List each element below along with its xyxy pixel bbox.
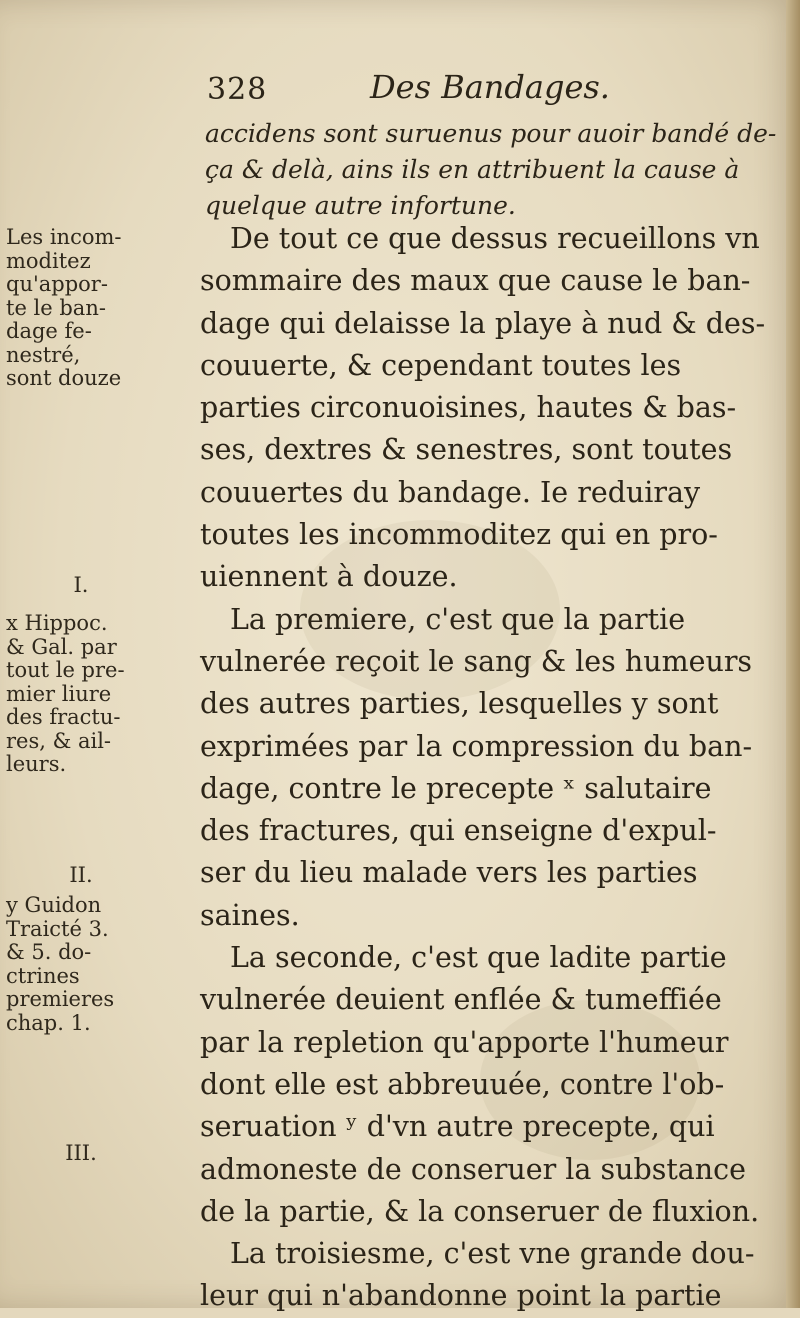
text-line: leur qui n'abandonne point la partie xyxy=(200,1279,722,1313)
text-line: De tout ce que dessus recueillons vn xyxy=(230,222,760,255)
text-line: dage, contre le precepte ˣ salutaire xyxy=(200,771,712,805)
margin-line: leurs. xyxy=(6,752,67,776)
page-number: 328 xyxy=(207,72,268,107)
page-edge xyxy=(786,0,800,1308)
text-line: La premiere, c'est que la partie xyxy=(230,602,686,636)
page-header xyxy=(195,68,755,118)
text-line: La seconde, c'est que ladite partie xyxy=(230,941,727,975)
margin-line: des fractu- xyxy=(6,705,121,729)
text-line: dont elle est abbreuuée, contre l'ob- xyxy=(200,1067,725,1101)
margin-note xyxy=(6,226,201,391)
margin-line: nestré, xyxy=(6,342,81,367)
margin-line: Les incom- xyxy=(6,225,122,249)
italic-passage xyxy=(205,116,777,224)
margin-line: premieres xyxy=(6,987,115,1011)
text-line: exprimées par la compression du ban- xyxy=(200,729,753,763)
margin-line: dage fe- xyxy=(6,319,92,343)
margin-numeral: II. xyxy=(69,863,93,887)
margin-line: mier liure xyxy=(6,681,112,706)
text-line: seruation ʸ d'vn autre precepte, qui xyxy=(200,1110,715,1144)
running-title: Des Bandages. xyxy=(370,68,610,106)
margin-note xyxy=(6,612,201,777)
text-line: des autres parties, lesquelles y sont xyxy=(200,687,719,721)
margin-line: x Hippoc. xyxy=(6,611,108,635)
italic-line: ça & delà, ains ils en attribuent la cause à xyxy=(205,155,740,184)
text-line: ses, dextres & senestres, sont toutes xyxy=(200,433,733,467)
margin-line: y Guidon xyxy=(6,893,102,917)
margin-line: & 5. do- xyxy=(6,940,92,964)
margin-numeral: III. xyxy=(65,1141,97,1165)
text-line: La troisiesme, c'est vne grande dou- xyxy=(230,1237,755,1271)
margin-line: Traicté 3. xyxy=(6,916,109,941)
text-line: toutes les incommoditez qui en pro- xyxy=(200,518,718,552)
margin-line: te le ban- xyxy=(6,295,106,320)
main-text xyxy=(200,218,780,1318)
text-line: saines. xyxy=(200,898,300,932)
margin-numeral: I. xyxy=(73,573,89,597)
margin-line: sont douze xyxy=(6,366,122,390)
text-line: de la partie, & la conseruer de fluxion. xyxy=(200,1194,760,1228)
text-line: vulnerée deuient enflée & tumeffiée xyxy=(200,983,722,1017)
text-line: couuertes du bandage. Ie reduiray xyxy=(200,475,701,509)
text-line: uiennent à douze. xyxy=(200,560,458,594)
margin-line: ctrines xyxy=(6,963,80,988)
margin-line: qu'appor- xyxy=(6,272,108,296)
text-line: par la repletion qu'apporte l'humeur xyxy=(200,1025,729,1059)
text-line: dage qui delaisse la playe à nud & des- xyxy=(200,306,766,340)
margin-line: moditez xyxy=(6,248,91,273)
italic-line: quelque autre infortune. xyxy=(205,191,516,220)
text-line: vulnerée reçoit le sang & les humeurs xyxy=(200,644,753,678)
italic-line: accidens sont suruenus pour auoir bandé de- xyxy=(205,119,777,148)
margin-line: tout le pre- xyxy=(6,658,125,682)
text-line: sommaire des maux que cause le ban- xyxy=(200,264,751,298)
text-line: admoneste de conseruer la substance xyxy=(200,1152,746,1186)
text-line: des fractures, qui enseigne d'expul- xyxy=(200,814,717,848)
margin-line: res, & ail- xyxy=(6,728,112,753)
text-line: couuerte, & cependant toutes les xyxy=(200,348,682,382)
margin-line: & Gal. par xyxy=(6,634,117,659)
text-line: ser du lieu malade vers les parties xyxy=(200,856,698,890)
margin-note xyxy=(6,894,201,1035)
text-line: parties circonuoisines, hautes & bas- xyxy=(200,391,737,425)
margin-line: chap. 1. xyxy=(6,1010,91,1035)
